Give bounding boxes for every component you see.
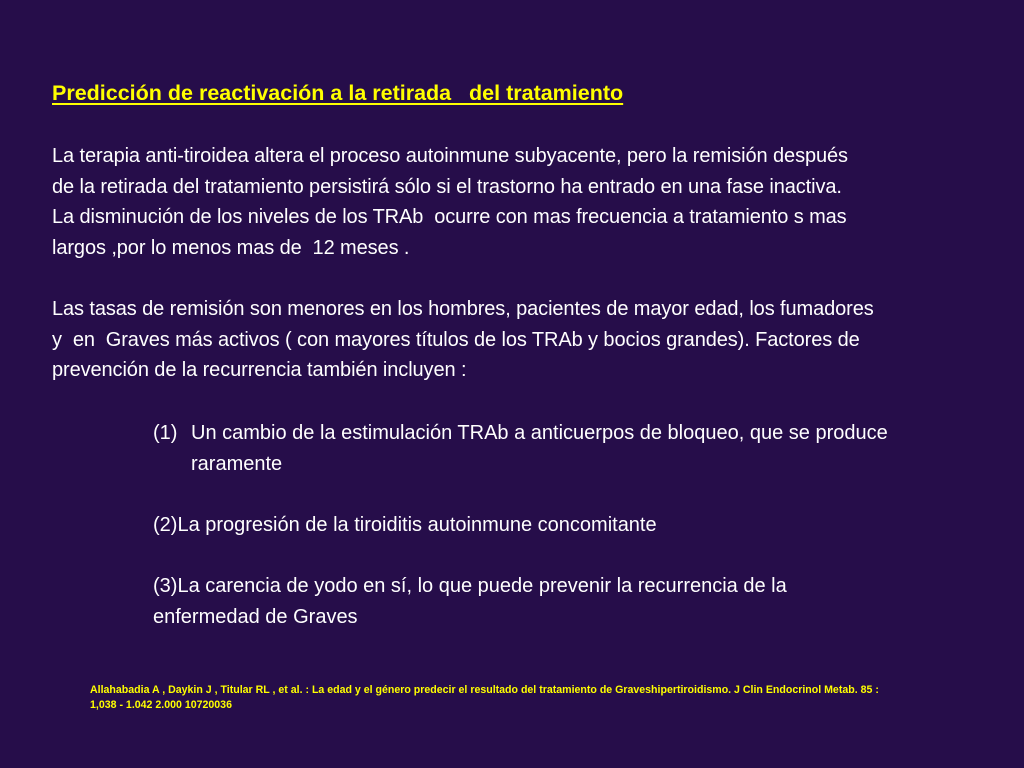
list-item-line: raramente	[191, 452, 283, 475]
reference-line: Allahabadia A , Daykin J , Titular RL , et al. : La edad y el género predecir el resultado del tratamiento de Graveshipertiroidismo. J Clin Endocrinol Metab. 85 :	[90, 684, 879, 696]
list-item-2: (2)La progresión de la tiroiditis autoinmune concomitante	[153, 514, 657, 536]
paragraph-line: prevención de la recurrencia también incluyen :	[52, 359, 467, 381]
paragraph-line: y en Graves más activos ( con mayores títulos de los TRAb y bocios grandes). Factores de	[52, 328, 860, 351]
paragraph-line: La terapia anti-tiroidea altera el proceso autoinmune subyacente, pero la remisión después	[52, 145, 848, 167]
list-item-line: (3)La carencia de yodo en sí, lo que puede prevenir la recurrencia de la	[153, 575, 787, 597]
paragraph-line: Las tasas de remisión son menores en los hombres, pacientes de mayor edad, los fumadores	[52, 298, 874, 320]
slide-title: Predicción de reactivación a la retirada del tratamiento	[52, 81, 624, 105]
list-item-text	[191, 418, 1011, 479]
reference-line: 1,038 - 1.042 2.000 10720036	[90, 699, 232, 711]
list-item-3	[153, 571, 1013, 632]
paragraph-line: La disminución de los niveles de los TRAb ocurre con mas frecuencia a tratamiento s mas	[52, 206, 847, 228]
paragraph-intro	[52, 141, 1012, 263]
paragraph-line: de la retirada del tratamiento persistirá sólo si el trastorno ha entrado en una fase inactiva.	[52, 175, 842, 198]
list-item-line: enfermedad de Graves	[153, 605, 358, 628]
reference-citation	[90, 683, 970, 713]
list-item-line: Un cambio de la estimulación TRAb a anticuerpos de bloqueo, que se produce	[191, 422, 888, 444]
list-item-number: (1)	[153, 422, 178, 444]
paragraph-remission	[52, 294, 1012, 386]
paragraph-line: largos ,por lo menos mas de 12 meses .	[52, 236, 410, 259]
